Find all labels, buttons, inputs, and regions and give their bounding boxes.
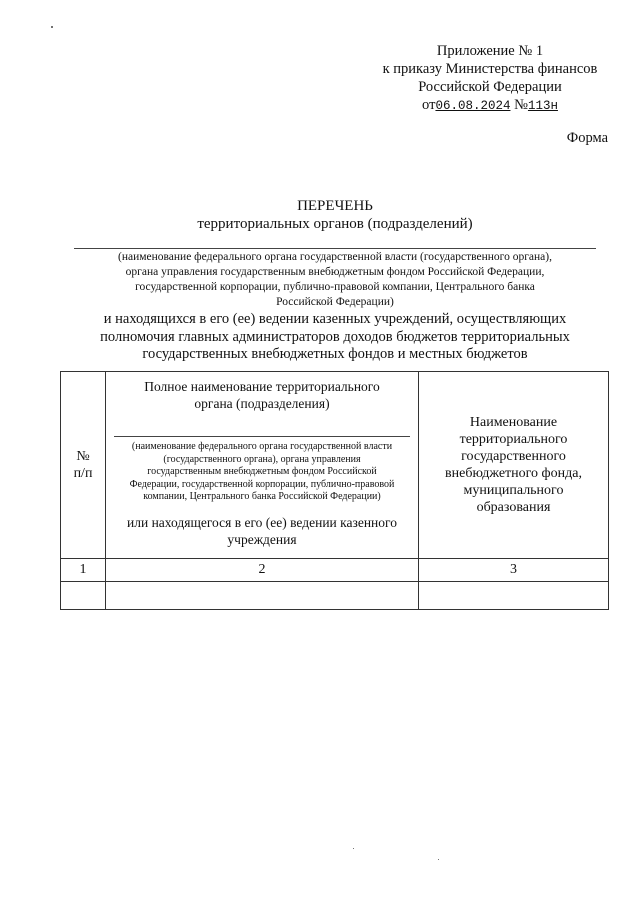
col-territory-line: муниципального — [463, 483, 564, 498]
col-name-header — [106, 372, 419, 559]
appendix-order-ref: к приказу Министерства финансов — [382, 61, 598, 77]
col-name-bottom — [106, 504, 418, 552]
scan-speck — [51, 26, 53, 28]
col-index: 3 — [419, 559, 609, 582]
col-name-caption-line: Федерации, государственной корпорации, публично-правовой — [129, 478, 395, 490]
col-number-header — [61, 372, 106, 559]
list-table — [60, 371, 609, 610]
order-number: 113н — [527, 99, 558, 113]
col-name-title-line: Полное наименование территориального — [144, 379, 380, 394]
fill-in-line — [74, 248, 596, 249]
col-number-abbr: п/п — [73, 466, 93, 481]
table-row — [61, 582, 609, 610]
table-header-row — [61, 372, 609, 559]
col-territory-header — [419, 372, 609, 559]
col-name-bottom-line: учреждения — [227, 531, 297, 547]
col-index: 1 — [61, 559, 106, 582]
appendix-block — [360, 42, 620, 115]
caption-line: Российской Федерации) — [276, 296, 394, 308]
col-name-caption-line: (государственного органа), органа управления — [163, 453, 361, 465]
col-territory-line: государственного — [461, 449, 566, 464]
caption-line: государственной корпорации, публично-правовой компании, Центрального банка — [135, 281, 535, 293]
scan-speck — [438, 859, 439, 860]
body-line: полномочия главных администраторов доходов бюджетов территориальных — [100, 328, 570, 345]
document-subtitle: территориальных органов (подразделений) — [197, 216, 473, 232]
col-index: 2 — [106, 559, 419, 582]
appendix-ministry: Российской Федерации — [418, 79, 562, 95]
caption-line: органа управления государственным внебюджетным фондом Российской Федерации, — [125, 266, 545, 278]
body-text — [60, 311, 610, 364]
table-cell — [61, 582, 106, 610]
table-cell — [106, 582, 419, 610]
appendix-title: Приложение № 1 — [436, 43, 544, 59]
col-name-title — [106, 372, 418, 412]
body-line: и находящихся в его (ее) ведении казенных учреждений, осуществляющих — [103, 311, 567, 327]
col-name-title-line: органа (подразделения) — [194, 396, 330, 411]
col-territory-line: Наименование — [469, 415, 558, 430]
col-name-caption-line: компании, Центрального банка Российской Федерации) — [143, 491, 381, 502]
order-prefix: от — [422, 97, 436, 113]
order-number-prefix: № — [514, 97, 528, 113]
document-title: ПЕРЕЧЕНЬ — [297, 198, 373, 214]
form-label: Форма — [566, 130, 608, 146]
scan-speck — [353, 848, 354, 849]
col-number-symbol: № — [76, 449, 90, 464]
col-name-fill-line — [114, 436, 410, 437]
appendix-order-line — [360, 96, 620, 115]
col-territory-line: внебюджетного фонда, — [445, 466, 582, 481]
col-name-bottom-line: или находящегося в его (ее) ведении казенного — [127, 514, 397, 530]
col-territory-line: образования — [476, 500, 551, 515]
col-name-caption — [106, 441, 418, 504]
fill-in-caption — [74, 250, 596, 310]
body-line: государственных внебюджетных фондов и местных бюджетов — [142, 346, 528, 362]
col-name-caption-line: государственным внебюджетным фондом Российской — [147, 466, 377, 477]
col-name-caption-line: (наименование федерального органа государственной власти — [131, 441, 393, 452]
order-date: 06.08.2024 — [435, 99, 511, 113]
caption-line: (наименование федерального органа государственной власти (государственного органа), — [117, 251, 552, 263]
table-cell — [419, 582, 609, 610]
col-territory-line: территориального — [459, 432, 568, 447]
table-numbering-row — [61, 559, 609, 582]
